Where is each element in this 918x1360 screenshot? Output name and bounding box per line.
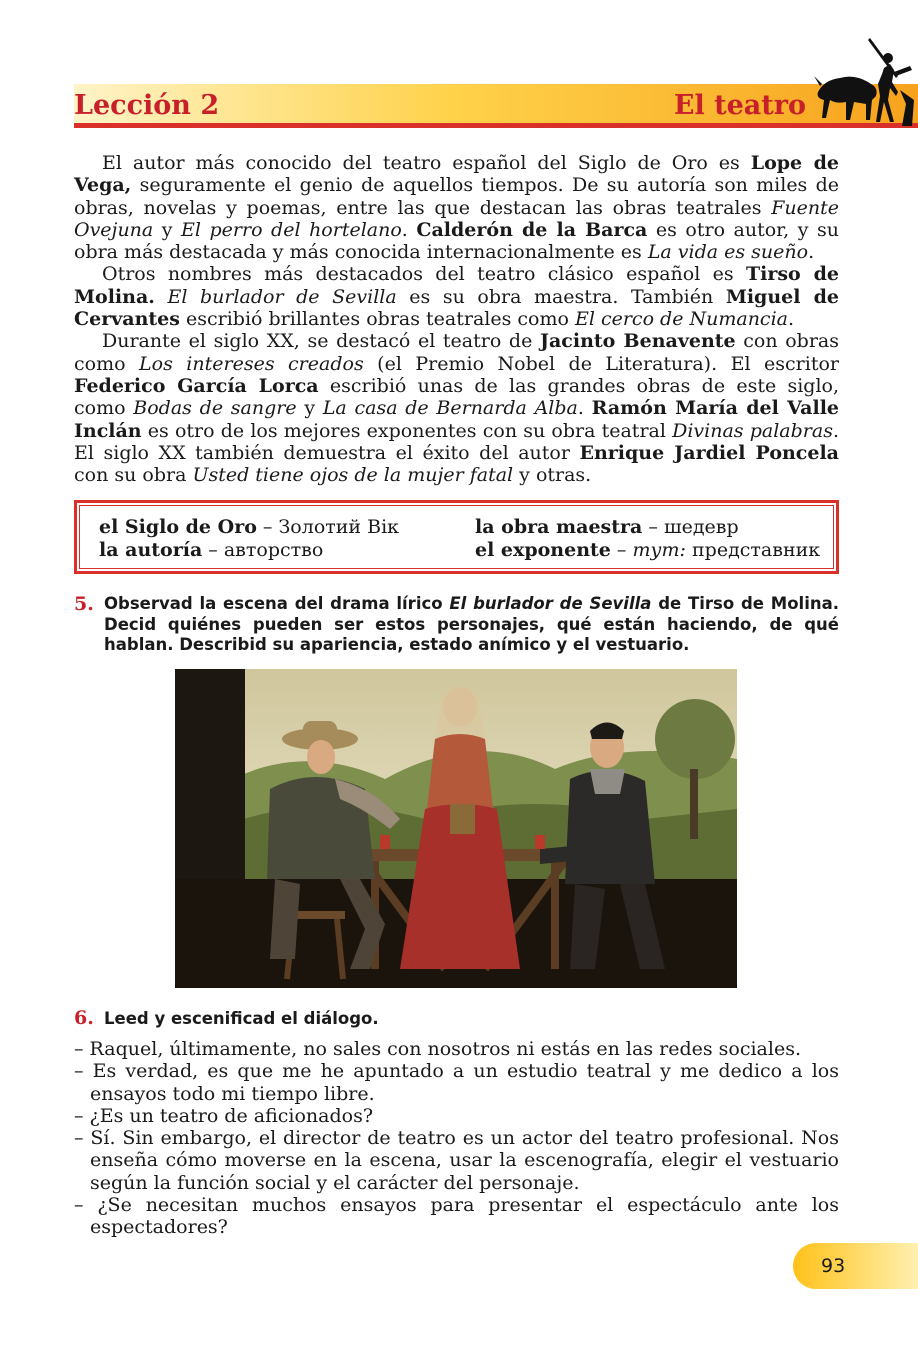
vocabulary-column-right <box>475 516 820 562</box>
vocabulary-column-left <box>99 516 399 562</box>
body-text-run: es otro de los mejores exponentes con su obra teatral <box>141 419 673 442</box>
author-name: Federico García Lorca <box>74 374 319 397</box>
body-text-run: es su obra maestra. También <box>396 285 726 308</box>
exercise-5-text: Observad la escena del drama lírico <box>104 594 450 613</box>
exercise-5-instructions <box>104 594 839 656</box>
vocab-dash: – <box>256 516 279 538</box>
vocab-dash: – <box>610 539 633 561</box>
vocab-meaning: шедевр <box>663 516 739 538</box>
work-title: Fuente Ovejuna <box>74 196 839 241</box>
dialog-line: – Es verdad, es que me he apuntado a un estudio teatral y me dedico a los ensayos todo mi tiempo libre. <box>74 1060 839 1105</box>
body-paragraph <box>74 263 839 330</box>
body-text-run: y <box>153 218 182 241</box>
bullfight-silhouette-icon <box>810 30 914 128</box>
author-name: Miguel de Cervantes <box>74 285 839 331</box>
work-title: Bodas de sangre <box>133 397 297 420</box>
page-number: 93 <box>821 1255 846 1277</box>
body-text-run: escribió unas de las grandes obras de este siglo, como <box>74 374 839 420</box>
vocab-term: el exponente <box>475 539 611 561</box>
work-title: Divinas palabras <box>672 419 833 442</box>
exercise-5-text: de Tirso de Molina. Decid quiénes pueden ser estos personajes, qué están haciendo, de qué hablan. Describid su apariencia, estado anímico y el vestuario. <box>104 594 839 654</box>
exercise-6-instructions: Leed y escenificad el diálogo. <box>104 1009 379 1028</box>
vocab-entry <box>475 539 820 562</box>
work-title: El burlador de Sevilla <box>167 285 397 308</box>
vocab-term: la obra maestra <box>475 516 643 538</box>
lesson-title: Lección 2 <box>74 90 220 121</box>
body-text-run: . <box>808 241 815 264</box>
dialog <box>74 1038 839 1239</box>
vocab-dash: – <box>202 539 224 561</box>
vocab-meaning: представник <box>685 539 821 561</box>
author-name: Lope de Vega, <box>74 152 839 197</box>
work-title: La vida es sueño <box>647 241 809 264</box>
body-paragraph <box>74 152 839 263</box>
exercise-6-number: 6. <box>74 1007 94 1029</box>
body-text-run: . <box>577 397 592 420</box>
vocab-entry <box>475 516 820 539</box>
dialog-line: – ¿Es un teatro de aficionados? <box>74 1104 374 1127</box>
body-text-run: y otras. <box>513 464 592 487</box>
vocabulary-inner <box>79 505 834 569</box>
dialog-line: – ¿Se necesitan muchos ensayos para presentar el espectáculo ante los espectadores? <box>74 1194 839 1239</box>
work-title: Usted tiene ojos de la mujer fatal <box>192 464 514 487</box>
vocab-meaning: авторство <box>223 539 324 561</box>
body-text-run: escribió brillantes obras teatrales como <box>179 308 575 331</box>
theatre-scene-photo <box>175 669 737 988</box>
body-text-run: . <box>401 218 417 241</box>
dialog-line: – Raquel, últimamente, no sales con nosotros ni estás en las redes sociales. <box>74 1038 801 1060</box>
vocab-entry <box>99 539 399 562</box>
vocab-term: el Siglo de Oro <box>99 516 257 538</box>
author-name: Enrique Jardiel Poncela <box>579 441 839 464</box>
author-name: Tirso de Molina. <box>74 263 840 308</box>
work-title: Los intereses creados <box>139 352 364 375</box>
vocabulary-box <box>74 500 839 574</box>
body-text-run: . <box>787 308 795 331</box>
body-text-run: Otros nombres más destacados del teatro clásico español es <box>102 263 746 286</box>
body-paragraph <box>74 330 839 486</box>
theatre-scene-illustration <box>175 669 737 988</box>
author-name: Jacinto Benavente <box>539 330 736 353</box>
body-text <box>74 152 839 486</box>
body-text-run: seguramente el genio de aquellos tiempos. De su autoría son miles de obras, novelas y poemas, entre las que destacan las obras teatrales <box>74 174 839 219</box>
author-name: Calderón de la Barca <box>416 218 648 241</box>
author-name: Ramón María del Valle Inclán <box>74 397 839 442</box>
header-rule <box>74 123 918 128</box>
work-title: El perro del hortelano <box>181 218 402 241</box>
body-text-run <box>155 286 168 308</box>
topic-title: El teatro <box>673 90 806 121</box>
vocab-note: тут: <box>632 539 686 561</box>
body-text-run: con obras como <box>74 330 840 375</box>
vocab-entry <box>99 516 399 539</box>
body-text-run: El autor más conocido del teatro español del Siglo de Oro es <box>102 152 751 174</box>
exercise-5-play-title: El burlador de Sevilla <box>449 594 652 613</box>
body-text-run: es otro autor, y su obra más destacada y más conocida internacionalmente es <box>74 218 839 264</box>
vocab-dash: – <box>642 516 664 538</box>
body-text-run: y <box>296 397 323 420</box>
body-text-run: Durante el siglo XX, se destacó el teatro de <box>102 330 540 353</box>
work-title: El cerco de Numancia <box>574 308 788 331</box>
vocab-term: la autoría <box>99 539 203 561</box>
vocab-meaning: Золотий Вік <box>278 516 400 538</box>
page-number-tab <box>793 1243 918 1289</box>
exercise-5-number: 5. <box>74 593 94 615</box>
body-text-run: con su obra <box>74 464 193 487</box>
dialog-line: – Sí. Sin embargo, el director de teatro es un actor del teatro profesional. Nos enseña cómo moverse en la escena, usar la escenografía, elegir el vestuario según la función social y el carácter del personaje. <box>74 1127 839 1194</box>
work-title: La casa de Bernarda Alba <box>322 397 578 420</box>
body-text-run: (el Premio Nobel de Literatura). El escritor <box>363 352 839 375</box>
body-text-run: . El siglo XX también demuestra el éxito del autor <box>74 419 839 464</box>
